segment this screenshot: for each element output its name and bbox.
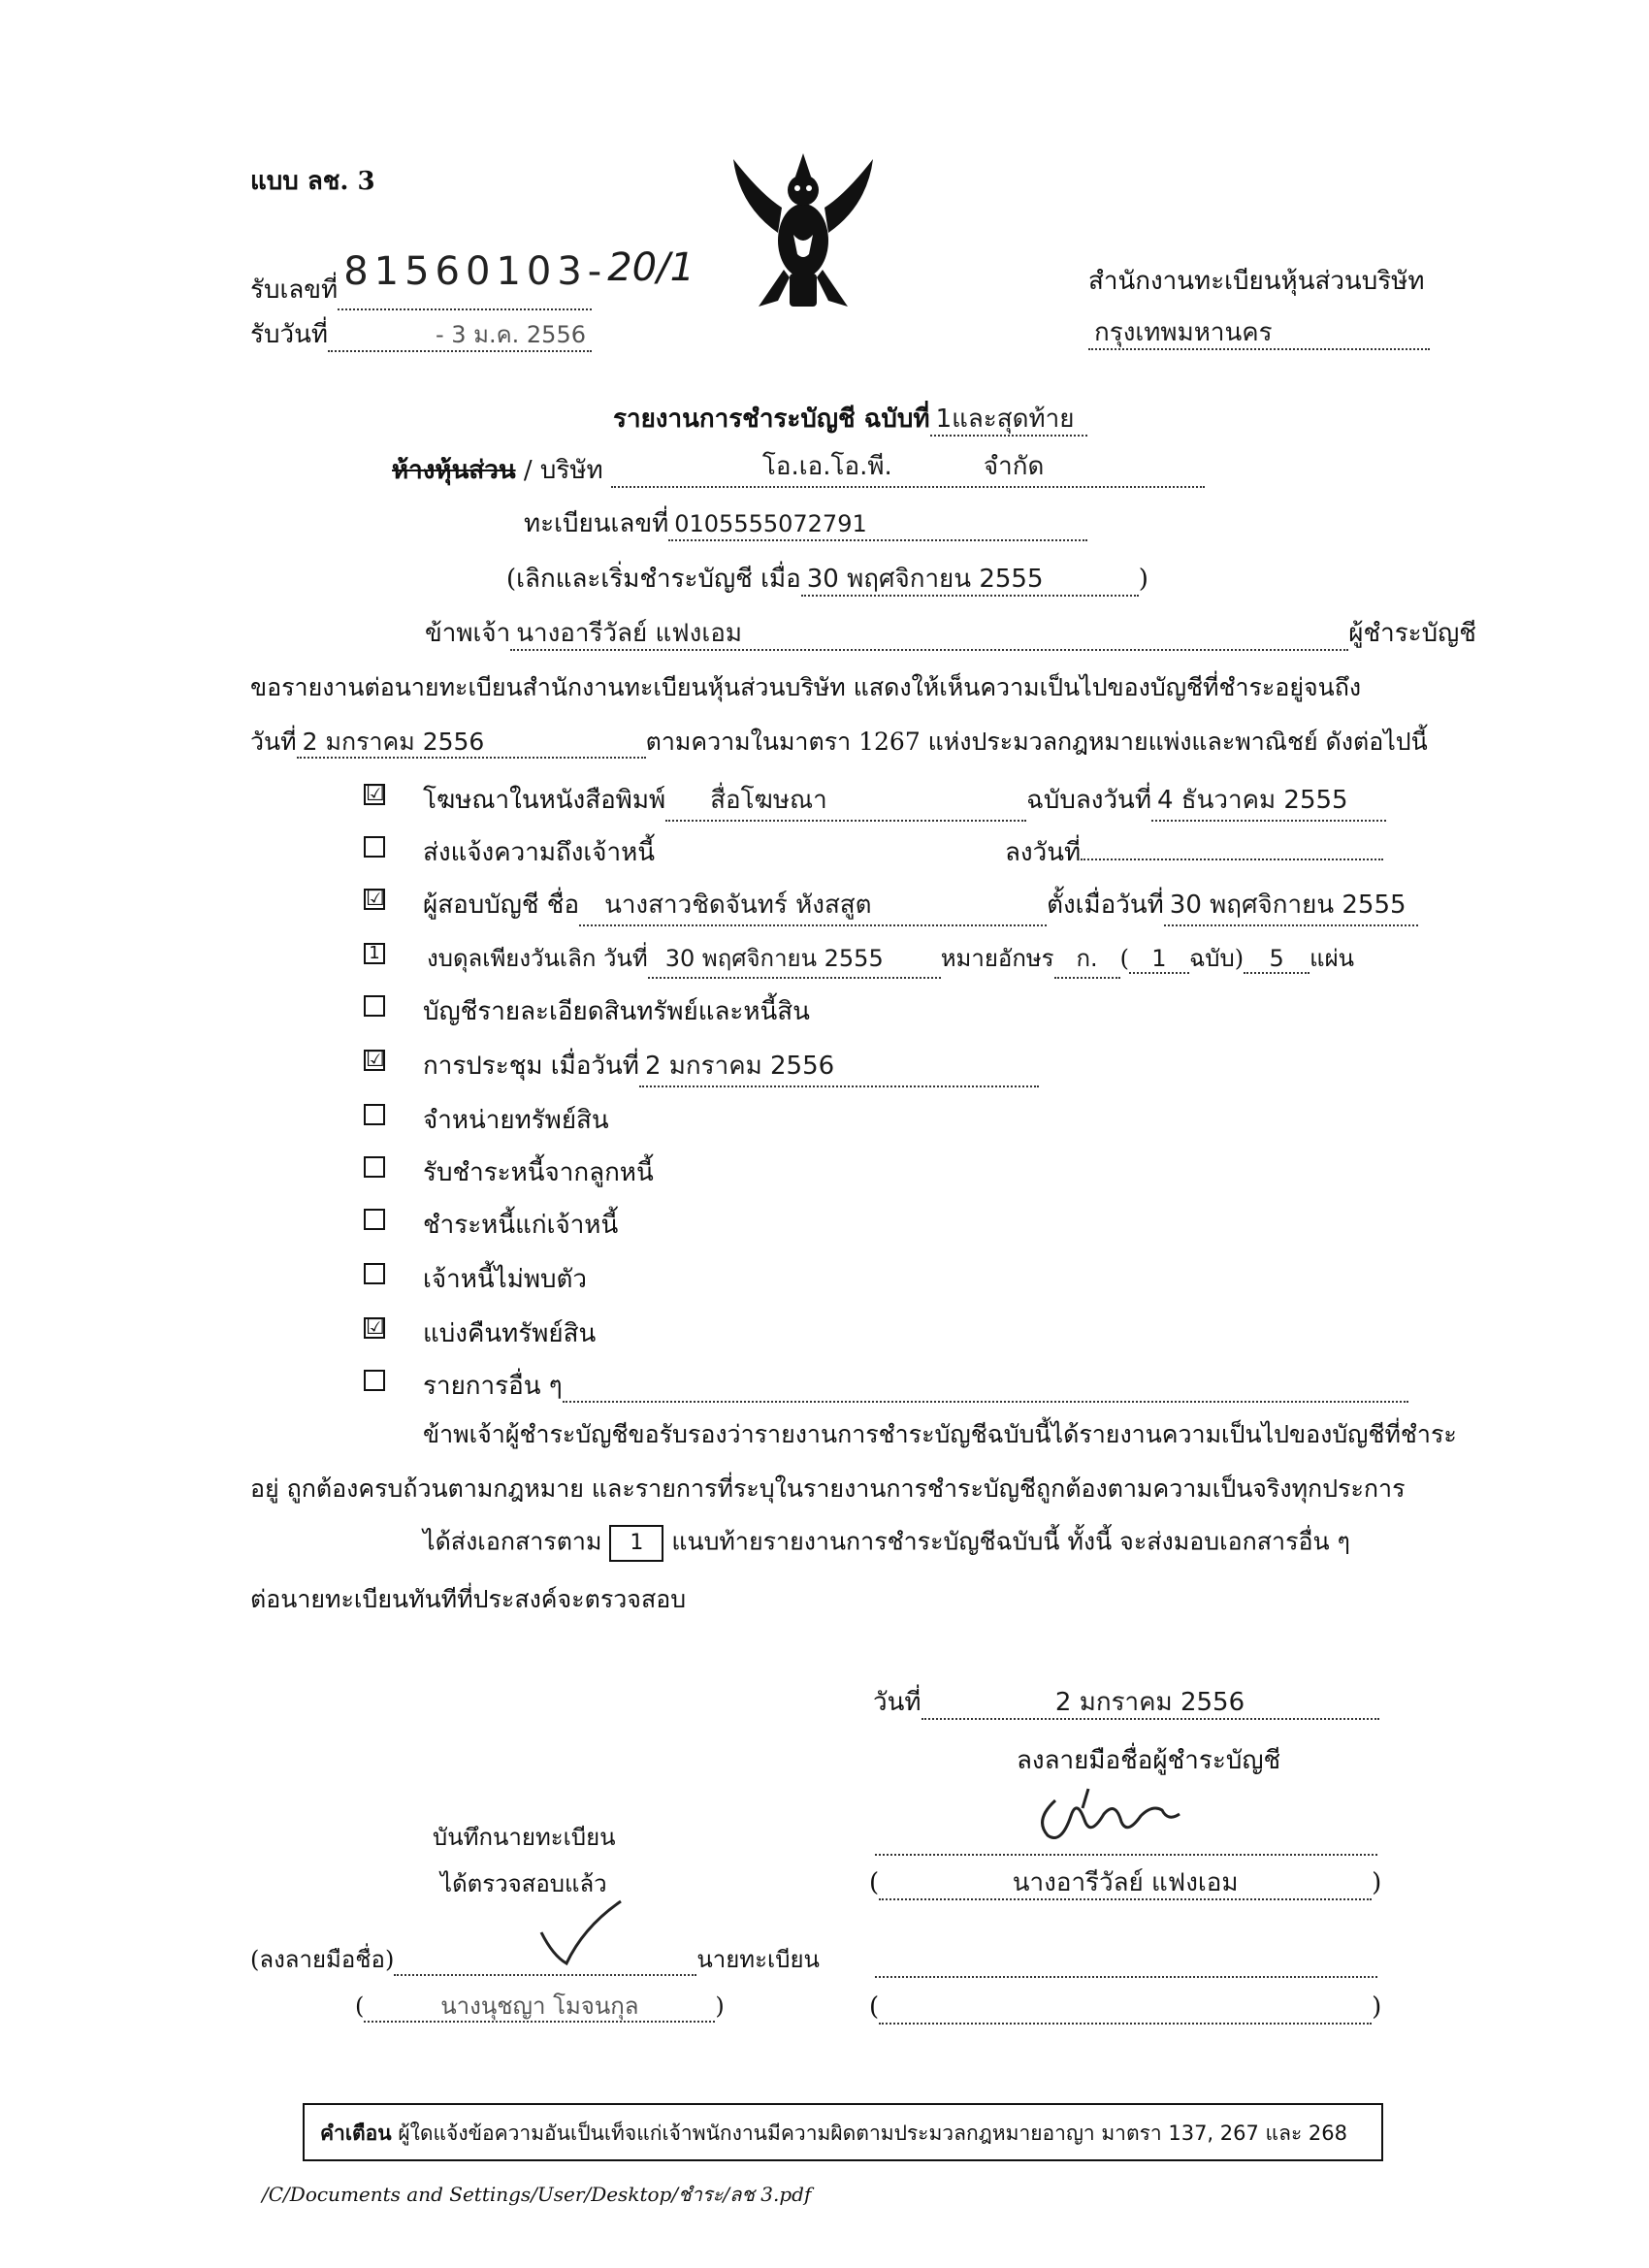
dissolve-label: (เลิกและเริ่มชำระบัญชี เมื่อ bbox=[506, 565, 801, 594]
garuda-emblem-icon bbox=[726, 146, 881, 318]
office-name: สำนักงานทะเบียนหุ้นส่วนบริษัท bbox=[1088, 267, 1425, 296]
item-12-label: รายการอื่น ๆ bbox=[423, 1372, 563, 1401]
item-8-checkbox[interactable] bbox=[364, 1156, 385, 1178]
item-6-field-1 bbox=[639, 1046, 1039, 1087]
sign-date-value: 2 มกราคม 2556 bbox=[1054, 1688, 1245, 1717]
company-suffix: จำกัด bbox=[983, 452, 1045, 481]
office-city-field bbox=[1088, 318, 1430, 350]
item-9-checkbox[interactable] bbox=[364, 1209, 385, 1230]
item-12-checkbox[interactable] bbox=[364, 1370, 385, 1391]
liquidator-printed-row: ( นางอารีวัลย์ แฟงเอม ) bbox=[869, 1868, 1381, 1900]
registrar-name-field bbox=[364, 1993, 715, 2023]
liquidator-role: ผู้ชำระบัญชี bbox=[1348, 619, 1476, 648]
body-line-2 bbox=[250, 728, 1428, 759]
report-title: รายงานการชำระบัญชี ฉบับที่ bbox=[613, 405, 930, 434]
item-6-row bbox=[423, 1046, 1039, 1087]
item-2-label: ส่งแจ้งความถึงเจ้าหนี้ bbox=[423, 838, 656, 867]
item-2-mid: ลงวันที่ bbox=[1005, 838, 1082, 867]
dissolve-date: 30 พฤศจิกายน 2555 bbox=[806, 565, 1044, 594]
liquidator-row bbox=[425, 619, 1476, 651]
cert-line-3 bbox=[423, 1525, 1350, 1562]
item-6-value-1: 2 มกราคม 2556 bbox=[644, 1052, 835, 1081]
received-no-field bbox=[338, 245, 695, 310]
item-2-checkbox[interactable] bbox=[364, 836, 385, 858]
received-no-value: 81560103- bbox=[343, 249, 608, 294]
registrar-sign-label: (ลงลายมือชื่อ) bbox=[250, 1946, 395, 1973]
item-4-copies-label: ฉบับ) bbox=[1188, 945, 1245, 972]
item-3-field-2 bbox=[1164, 885, 1418, 926]
received-date-label: รับวันที่ bbox=[250, 320, 328, 349]
item-4-value-2: ก. bbox=[1076, 945, 1098, 972]
item-9-label: ชำระหนี้แก่เจ้าหนี้ bbox=[423, 1211, 619, 1240]
form-code: แบบ ลช. 3 bbox=[250, 167, 375, 196]
item-4-field-1 bbox=[648, 939, 941, 979]
item-2-right bbox=[1005, 832, 1383, 872]
report-title-row bbox=[613, 405, 1087, 437]
item-3-value-2: 30 พฤศจิกายน 2555 bbox=[1169, 891, 1406, 920]
received-no-label: รับเลขที่ bbox=[250, 275, 339, 305]
cert-line-3-post: แนบท้ายรายงานการชำระบัญชีฉบับนี้ ทั้งนี้ จะส่งมอบเอกสารอื่น ๆ bbox=[671, 1527, 1350, 1556]
company-name-field bbox=[611, 452, 1205, 488]
body-line-2-rest: ตามความในมาตรา 1267 แห่งประมวลกฎหมายแพ่งและพาณิชย์ ดังต่อไปนี้ bbox=[645, 728, 1428, 756]
reg-no: 0105555072791 bbox=[674, 510, 867, 537]
item-4-row bbox=[427, 939, 1354, 979]
witness-name-row: ( ) bbox=[869, 1993, 1381, 2025]
received-no-row bbox=[250, 245, 695, 310]
cert-line-2: อยู่ ถูกต้องครบถ้วนตามกฎหมาย และรายการที่ระบุในรายงานการชำระบัญชีถูกต้องตามความเป็นจริงทุกประการ bbox=[250, 1474, 1406, 1503]
item-12-row bbox=[423, 1366, 1408, 1406]
received-date-row bbox=[250, 320, 592, 352]
item-4-sheets-field bbox=[1244, 945, 1310, 974]
item-10-label: เจ้าหนี้ไม่พบตัว bbox=[423, 1265, 587, 1294]
item-1-field-1 bbox=[665, 780, 1026, 822]
registrar-sign-row bbox=[250, 1946, 820, 1976]
cert-line-1: ข้าพเจ้าผู้ชำระบัญชีขอรับรองว่ารายงานการชำระบัญชีฉบับนี้ได้รายงานความเป็นไปของบัญชีที่ชำระ bbox=[423, 1420, 1457, 1448]
company-row bbox=[392, 452, 1205, 488]
item-1-row bbox=[423, 780, 1386, 822]
doc-count-box: 1 bbox=[609, 1525, 663, 1562]
item-1-checkbox[interactable]: ☑ bbox=[366, 782, 385, 806]
received-no-handwritten: 20/1 bbox=[607, 245, 695, 290]
dissolve-close: ) bbox=[1138, 565, 1148, 594]
item-6-label: การประชุม เมื่อวันที่ bbox=[423, 1052, 639, 1081]
registrar-note-2: ได้ตรวจสอบแล้ว bbox=[440, 1870, 607, 1897]
office-city-row bbox=[1088, 318, 1430, 350]
item-4-sheets: 5 bbox=[1269, 945, 1284, 972]
liquidator-name: นางอารีวัลย์ แฟงเอม bbox=[516, 619, 743, 648]
warning-text: ผู้ใดแจ้งข้อความอันเป็นเท็จแก่เจ้าพนักงานมีความผิดตามประมวลกฎหมายอาญา มาตรา 137, 267 และ 268 bbox=[398, 2122, 1347, 2145]
item-4-checkbox[interactable]: 1 bbox=[364, 943, 385, 964]
item-1-value-1: สื่อโฆษณา bbox=[710, 786, 827, 815]
item-5-label: บัญชีรายละเอียดสินทรัพย์และหนี้สิน bbox=[423, 997, 810, 1026]
item-4-sheets-label: แผ่น bbox=[1310, 945, 1355, 972]
footer-path: /C/Documents and Settings/User/Desktop/ชำระ/ลช 3.pdf bbox=[262, 2183, 812, 2206]
item-8-label: รับชำระหนี้จากลูกหนี้ bbox=[423, 1158, 654, 1187]
warning-box bbox=[303, 2103, 1383, 2161]
item-3-label: ผู้สอบบัญชี ชื่อ bbox=[423, 891, 580, 920]
liquidator-sign-line bbox=[875, 1824, 1377, 1856]
liquidator-printed-name: นางอารีวัลย์ แฟงเอม bbox=[1012, 1868, 1239, 1897]
report-date: 2 มกราคม 2556 bbox=[302, 728, 485, 756]
dissolve-field bbox=[801, 565, 1139, 597]
item-5-checkbox[interactable] bbox=[364, 995, 385, 1017]
item-3-value-1: นางสาวชิดจันทร์ หังสสูต bbox=[604, 891, 872, 920]
report-date-label: วันที่ bbox=[250, 728, 297, 756]
registrar-sign-field bbox=[394, 1946, 696, 1976]
item-1-value-2: 4 ธันวาคม 2555 bbox=[1156, 786, 1348, 815]
item-4-copies: 1 bbox=[1151, 945, 1167, 972]
body-line-1: ขอรายงานต่อนายทะเบียนสำนักงานทะเบียนหุ้นส่วนบริษัท แสดงให้เห็นความเป็นไปของบัญชีที่ชำระอยู่จนถึง bbox=[250, 673, 1362, 701]
registrar-name: นางนุชญา โมจนกุล bbox=[440, 1993, 639, 2020]
sign-date-field bbox=[922, 1688, 1379, 1720]
item-4-value-1: 30 พฤศจิกายน 2555 bbox=[664, 945, 884, 972]
item-3-mid: ตั้งเมื่อวันที่ bbox=[1047, 891, 1164, 920]
item-3-checkbox[interactable]: ☑ bbox=[366, 887, 385, 911]
item-7-label: จำหน่ายทรัพย์สิน bbox=[423, 1106, 609, 1135]
sign-date-row bbox=[873, 1688, 1379, 1720]
sign-label: ลงลายมือชื่อผู้ชำระบัญชี bbox=[1017, 1746, 1281, 1775]
item-4-copies-field bbox=[1129, 945, 1189, 974]
item-2-field-2 bbox=[1081, 859, 1383, 860]
reg-field bbox=[668, 509, 1087, 541]
item-6-checkbox[interactable]: ☑ bbox=[366, 1048, 385, 1072]
i-label: ข้าพเจ้า bbox=[425, 619, 511, 648]
company-type-sep: / บริษัท bbox=[515, 456, 603, 485]
received-date-field bbox=[328, 320, 592, 352]
reg-row bbox=[524, 509, 1087, 541]
sign-date-label: วันที่ bbox=[873, 1688, 922, 1717]
item-4-mid: หมายอักษร bbox=[940, 945, 1054, 972]
item-7-checkbox[interactable] bbox=[364, 1104, 385, 1125]
item-3-row bbox=[423, 885, 1418, 926]
company-name: โอ.เอ.โอ.พี. bbox=[761, 452, 892, 481]
witness-sign-line bbox=[875, 1946, 1377, 1978]
reg-label: ทะเบียนเลขที่ bbox=[524, 509, 669, 538]
liquidator-printed-field bbox=[879, 1868, 1372, 1900]
item-1-label: โฆษณาในหนังสือพิมพ์ bbox=[423, 786, 666, 815]
item-4-copies-open: ( bbox=[1119, 945, 1129, 972]
registrar-name-row: ( นางนุชญา โมจนกุล ) bbox=[355, 1993, 725, 2023]
registrar-role: นายทะเบียน bbox=[696, 1946, 820, 1973]
cert-line-4: ต่อนายทะเบียนทันทีที่ประสงค์จะตรวจสอบ bbox=[250, 1585, 687, 1613]
item-1-field-2 bbox=[1151, 780, 1386, 822]
registrar-note-1: บันทึกนายทะเบียน bbox=[433, 1824, 616, 1851]
received-date-stamp: - 3 ม.ค. 2556 bbox=[435, 321, 586, 348]
item-4-label: งบดุลเพียงวันเลิก วันที่ bbox=[427, 945, 648, 972]
warning-label: คำเตือน bbox=[320, 2122, 392, 2145]
company-type-struck: ห้างหุ้นส่วน bbox=[392, 456, 516, 485]
dissolve-row bbox=[506, 565, 1148, 597]
office-city: กรุงเทพมหานคร bbox=[1094, 318, 1273, 347]
item-12-field bbox=[563, 1372, 1408, 1403]
item-11-label: แบ่งคืนทรัพย์สิน bbox=[423, 1319, 597, 1348]
report-title-field bbox=[930, 405, 1087, 437]
item-11-checkbox[interactable]: ☑ bbox=[366, 1315, 385, 1340]
liquidator-field bbox=[510, 619, 1348, 651]
cert-line-3-pre: ได้ส่งเอกสารตาม bbox=[423, 1527, 602, 1556]
item-10-checkbox[interactable] bbox=[364, 1263, 385, 1284]
report-title-value: 1และสุดท้าย bbox=[935, 405, 1075, 434]
item-1-mid: ฉบับลงวันที่ bbox=[1026, 786, 1151, 815]
item-3-field-1 bbox=[579, 885, 1047, 926]
report-date-field bbox=[297, 728, 646, 759]
item-4-field-2 bbox=[1054, 939, 1120, 979]
